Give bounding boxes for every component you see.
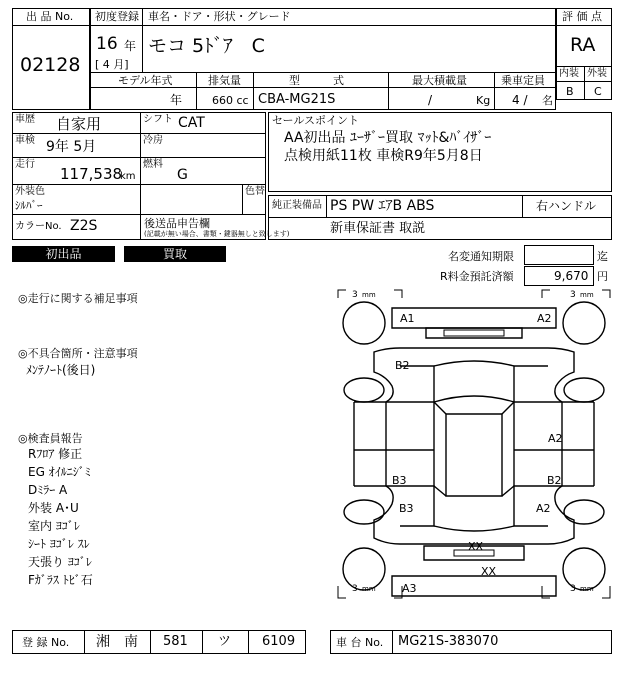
first-listing-tag: 初出品 xyxy=(12,246,115,262)
type-value: CBA-MG21S xyxy=(258,92,336,107)
grade-value: RA xyxy=(570,34,596,56)
color-no-value: Z2S xyxy=(70,218,98,234)
first-reg-month: [ 4 月] xyxy=(95,58,129,71)
running-notes-title: ◎走行に関する補足事項 xyxy=(18,292,138,305)
damage-mark: B3 xyxy=(392,474,407,487)
mileage-unit: km xyxy=(120,171,136,182)
shift-label: シフト xyxy=(143,114,173,125)
name-change-suffix: 迄 xyxy=(597,250,608,263)
damage-mark: A1 xyxy=(400,312,415,325)
max-load-label: 最大積載量 xyxy=(412,74,467,87)
damage-mark: XX xyxy=(481,565,497,578)
chassis-number: MG21S-383070 xyxy=(398,634,499,649)
corner-mark: 3 xyxy=(352,584,358,594)
type-label: 型 式 xyxy=(289,74,344,87)
history-value: 自家用 xyxy=(56,115,102,133)
damage-mark: A2 xyxy=(536,502,551,515)
equipment-label: 純正装備品 xyxy=(272,200,322,211)
registration-label: 登 録 No. xyxy=(22,636,70,649)
damage-mark: A3 xyxy=(402,582,417,595)
handle-position: 右ハンドル xyxy=(536,199,597,213)
inspector-line: 天張り ﾖｺﾞﾚ xyxy=(28,555,92,569)
inspector-line: Fｶﾞﾗｽ ﾄﾋﾞ石 xyxy=(28,573,93,587)
corner-mark-unit: mm xyxy=(580,291,594,299)
history-label: 車歴 xyxy=(15,114,35,125)
fuel-label: 燃料 xyxy=(143,159,163,170)
shift-value: CAT xyxy=(178,115,205,131)
fuel-value: G xyxy=(177,167,188,183)
damage-mark: B2 xyxy=(395,359,410,372)
mileage-value: 117,538 xyxy=(60,165,123,183)
inspector-line: Rﾌﾛｱ 修正 xyxy=(28,447,83,461)
exterior-grade: C xyxy=(594,85,602,98)
interior-grade: B xyxy=(566,85,574,98)
defects-title: ◎不具合箇所・注意事項 xyxy=(18,347,138,360)
displacement: 660 cc xyxy=(212,94,249,107)
color-label: 外装色 xyxy=(15,186,45,197)
registration-region: 湘 南 xyxy=(96,634,138,650)
corner-mark-unit: mm xyxy=(362,585,376,593)
recycle-value: 9,670 xyxy=(554,269,589,283)
exterior-label: 外装 xyxy=(587,68,607,79)
inspector-title: ◎検査員報告 xyxy=(18,432,83,445)
corner-mark-unit: mm xyxy=(362,291,376,299)
damage-mark: A2 xyxy=(537,312,552,325)
repaint-label: 色替 xyxy=(245,186,265,197)
buyback-tag: 買取 xyxy=(124,246,226,262)
recycle-unit: 円 xyxy=(597,270,608,283)
registration-number: 6109 xyxy=(262,634,296,649)
equipment-items: PS PW ｴｱB ABS xyxy=(330,198,435,214)
lot-number: 02128 xyxy=(20,54,81,76)
car-name: モコ 5ﾄﾞｱ C xyxy=(148,35,265,57)
inspector-line: EG ｵｲﾙﾆｼﾞﾐ xyxy=(28,465,91,479)
car-name-label: 車名・ドア・形状・グレード xyxy=(148,10,291,23)
first-reg-label: 初度登録 xyxy=(95,10,139,23)
displacement-label: 排気量 xyxy=(208,74,241,87)
name-change-box xyxy=(524,245,594,265)
docs-label: 後送品申告欄 xyxy=(144,217,210,230)
capacity-unit: 名 xyxy=(542,94,553,107)
capacity-label: 乗車定員 xyxy=(501,74,545,87)
color-value: ｼﾙﾊﾞｰ xyxy=(15,199,43,212)
inspection-label: 車検 xyxy=(15,135,35,146)
recycle-label: R料金預託済額 xyxy=(440,270,514,283)
corner-mark-unit: mm xyxy=(580,585,594,593)
chassis-label: 車 台 No. xyxy=(336,636,384,649)
sales-point-line-2: 点検用紙11枚 車検R9年5月8日 xyxy=(284,148,483,164)
damage-mark: XX xyxy=(468,540,484,553)
first-reg-year-unit: 年 xyxy=(124,39,137,53)
inspector-line: 室内 ﾖｺﾞﾚ xyxy=(28,519,80,533)
warranty-docs: 新車保証書 取説 xyxy=(330,221,426,236)
inspection-value: 9年 5月 xyxy=(46,139,97,155)
model-year-label: モデル年式 xyxy=(118,74,173,87)
grade-label: 評 価 点 xyxy=(562,10,602,23)
aircon-label: 冷房 xyxy=(143,135,163,146)
docs-note: (記載が無い場合、書類・鍵器無しと致します) xyxy=(144,230,290,238)
car-damage-diagram xyxy=(334,286,614,604)
color-no-label: カラーNo. xyxy=(15,221,62,232)
name-change-label: 名変通知期限 xyxy=(448,250,514,263)
lot-label: 出 品 No. xyxy=(26,10,74,23)
inspector-line: 外装 A･U xyxy=(28,501,79,515)
registration-kana: ツ xyxy=(218,634,232,649)
sales-point-label: セールスポイント xyxy=(272,114,360,127)
interior-label: 内装 xyxy=(559,68,579,79)
model-year: 年 xyxy=(170,93,183,107)
corner-mark: 3 xyxy=(570,290,576,300)
max-load-slash: / xyxy=(428,93,433,107)
first-reg-year: 16 xyxy=(96,34,118,54)
sales-point-line-1: AA初出品 ﾕｰｻﾞｰ買取 ﾏｯﾄ&ﾊﾞｲｻﾞｰ xyxy=(284,130,492,146)
inspector-line: ｼｰﾄ ﾖｺﾞﾚ ｽﾚ xyxy=(28,537,90,551)
corner-mark: 3 xyxy=(352,290,358,300)
damage-mark: B2 xyxy=(547,474,562,487)
corner-mark: 3 xyxy=(570,584,576,594)
mileage-label: 走行 xyxy=(15,159,35,170)
capacity-value: 4 / xyxy=(512,93,528,107)
registration-class: 581 xyxy=(163,634,188,649)
max-load-unit: Kg xyxy=(476,94,491,107)
defects-line: ﾒﾝﾃﾉｰﾄ(後日) xyxy=(26,363,96,377)
damage-mark: B3 xyxy=(399,502,414,515)
inspector-line: Dﾐﾗｰ A xyxy=(28,483,68,497)
damage-mark: A2 xyxy=(548,432,563,445)
